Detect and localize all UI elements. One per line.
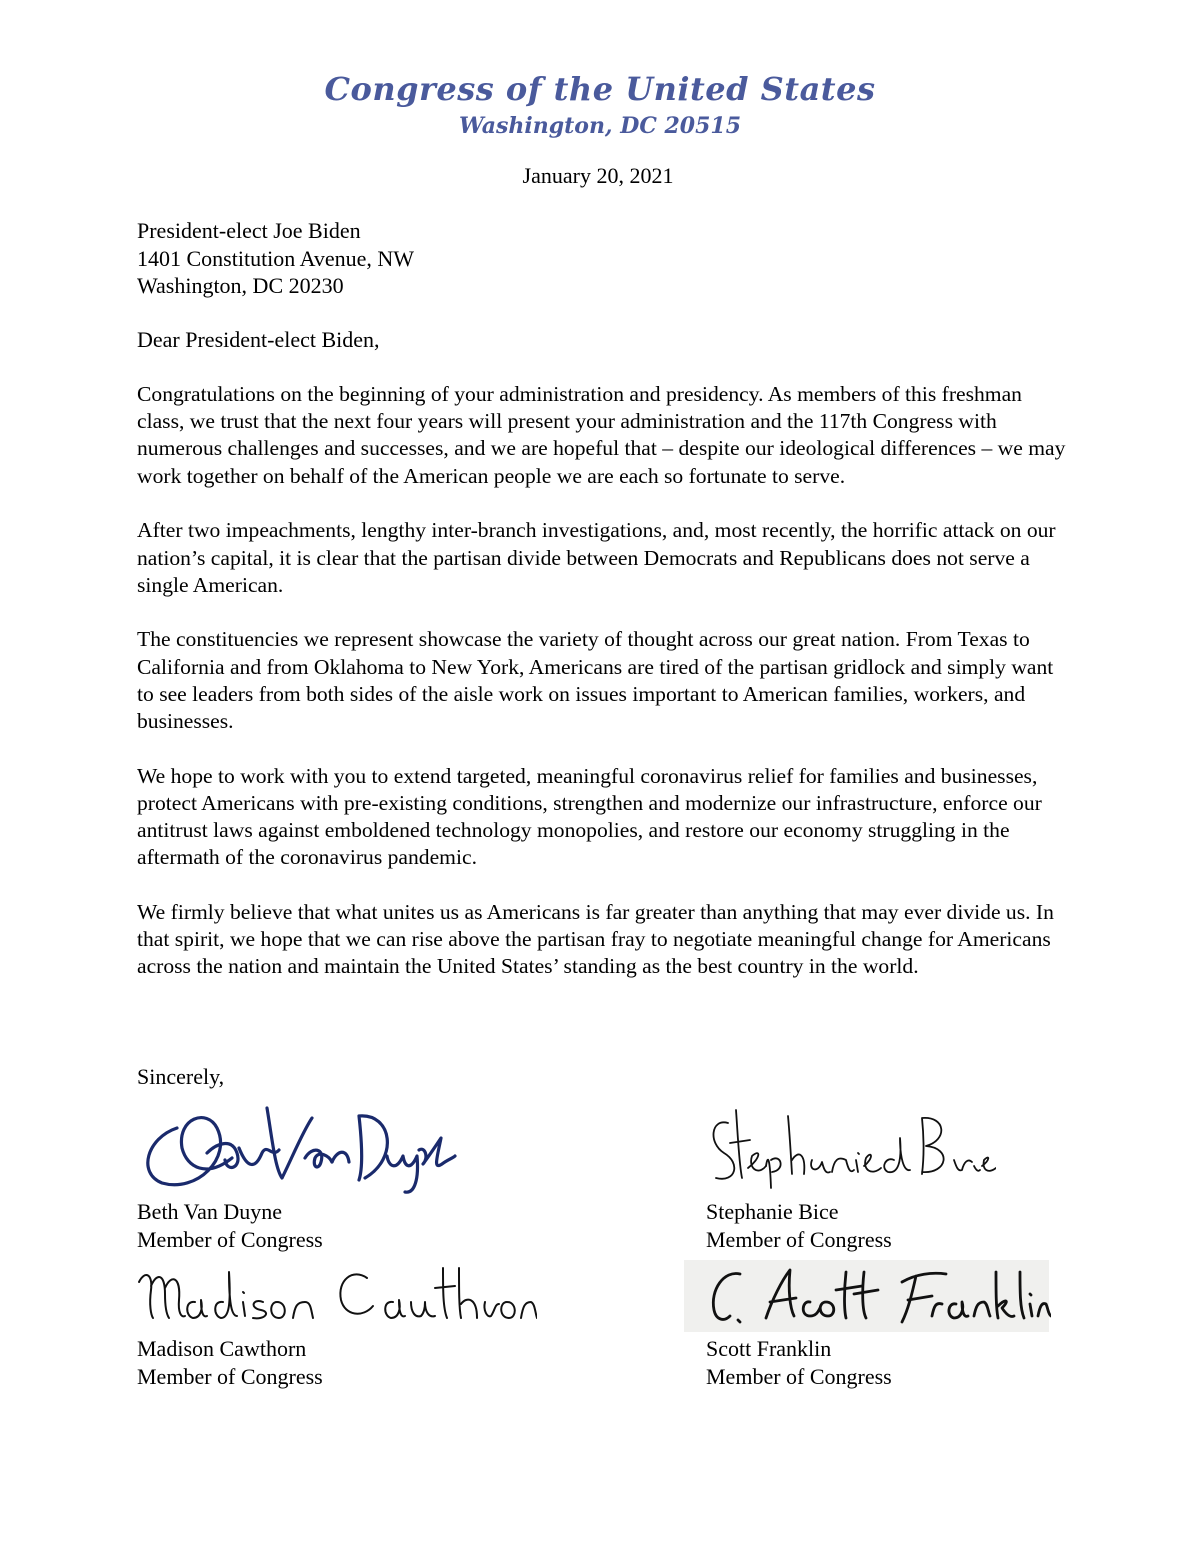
signatory-name: Scott Franklin [706,1336,832,1361]
salutation: Dear President-elect Biden, [137,327,380,352]
recipient-city: Washington, DC 20230 [137,273,344,298]
body-paragraph: Congratulations on the beginning of your administration and presidency. As members of this freshman class, we trust that the next four years will present your administration and the 117th Congress with numerous challenges and successes, and we are hopeful that – despite our ideological differences – we may work together on behalf of the American people we are each so fortunate to serve. [137,382,1066,488]
signature-franklin-image [706,1260,1051,1335]
signature-block-van-duyne [137,1098,557,1253]
signatory-name: Madison Cawthorn [137,1336,307,1361]
signatory-name: Stephanie Bice [706,1199,839,1224]
signature-bice [706,1098,1126,1198]
letterhead [0,66,1200,140]
recipient-name: President-elect Joe Biden [137,218,361,243]
signature-bice-image [706,1098,996,1198]
body-paragraph: We firmly believe that what unites us as Americans is far greater than anything that may ever divide us. In that spirit, we hope that we can rise above the partisan fray to negotiate meaningful change for Americans across the nation and maintain the United States’ standing as the best country in the world. [137,900,1054,979]
body-paragraph: After two impeachments, lengthy inter-branch investigations, and, most recently, the horrific attack on our nation’s capital, it is clear that the partisan divide between Democrats and Republicans does not serve a single American. [137,518,1056,597]
letterhead-address: Washington, DC 20515 [458,113,742,139]
recipient-street: 1401 Constitution Avenue, NW [137,245,415,271]
signatory-role: Member of Congress [706,1363,892,1389]
signature-cawthorn-image [137,1260,537,1335]
signature-block-franklin [706,1260,1126,1390]
signatory-name: Beth Van Duyne [137,1199,283,1224]
signature-van-duyne-image [137,1098,457,1198]
signature-block-bice [706,1098,1126,1253]
signature-van-duyne [137,1098,557,1198]
body-paragraph: The constituencies we represent showcase the variety of thought across our great nation. From Texas to California and from Oklahoma to New York, Americans are tired of the partisan gridlock and simply want to see leaders from both sides of the aisle work on issues important to American families, workers, and businesses. [137,627,1054,734]
signatory-role: Member of Congress [706,1226,892,1252]
letter-date: January 20, 2021 [522,163,674,188]
signatory-role: Member of Congress [137,1226,323,1252]
body-paragraph: We hope to work with you to extend targeted, meaningful coronavirus relief for families and businesses, protect Americans with pre-existing conditions, strengthen and modernize our infrastructure, enforce our antitrust laws against emboldened technology monopolies, and restore our economy struggling in the aftermath of the coronavirus pandemic. [137,763,1042,870]
recipient-address [137,217,414,300]
closing: Sincerely, [137,1064,225,1089]
signature-franklin [706,1260,1126,1335]
signature-block-cawthorn [137,1260,557,1390]
letterhead-title: Congress of the United States [324,70,876,108]
signature-cawthorn [137,1260,557,1335]
signatory-role: Member of Congress [137,1363,323,1389]
letter-body [137,381,1072,1008]
